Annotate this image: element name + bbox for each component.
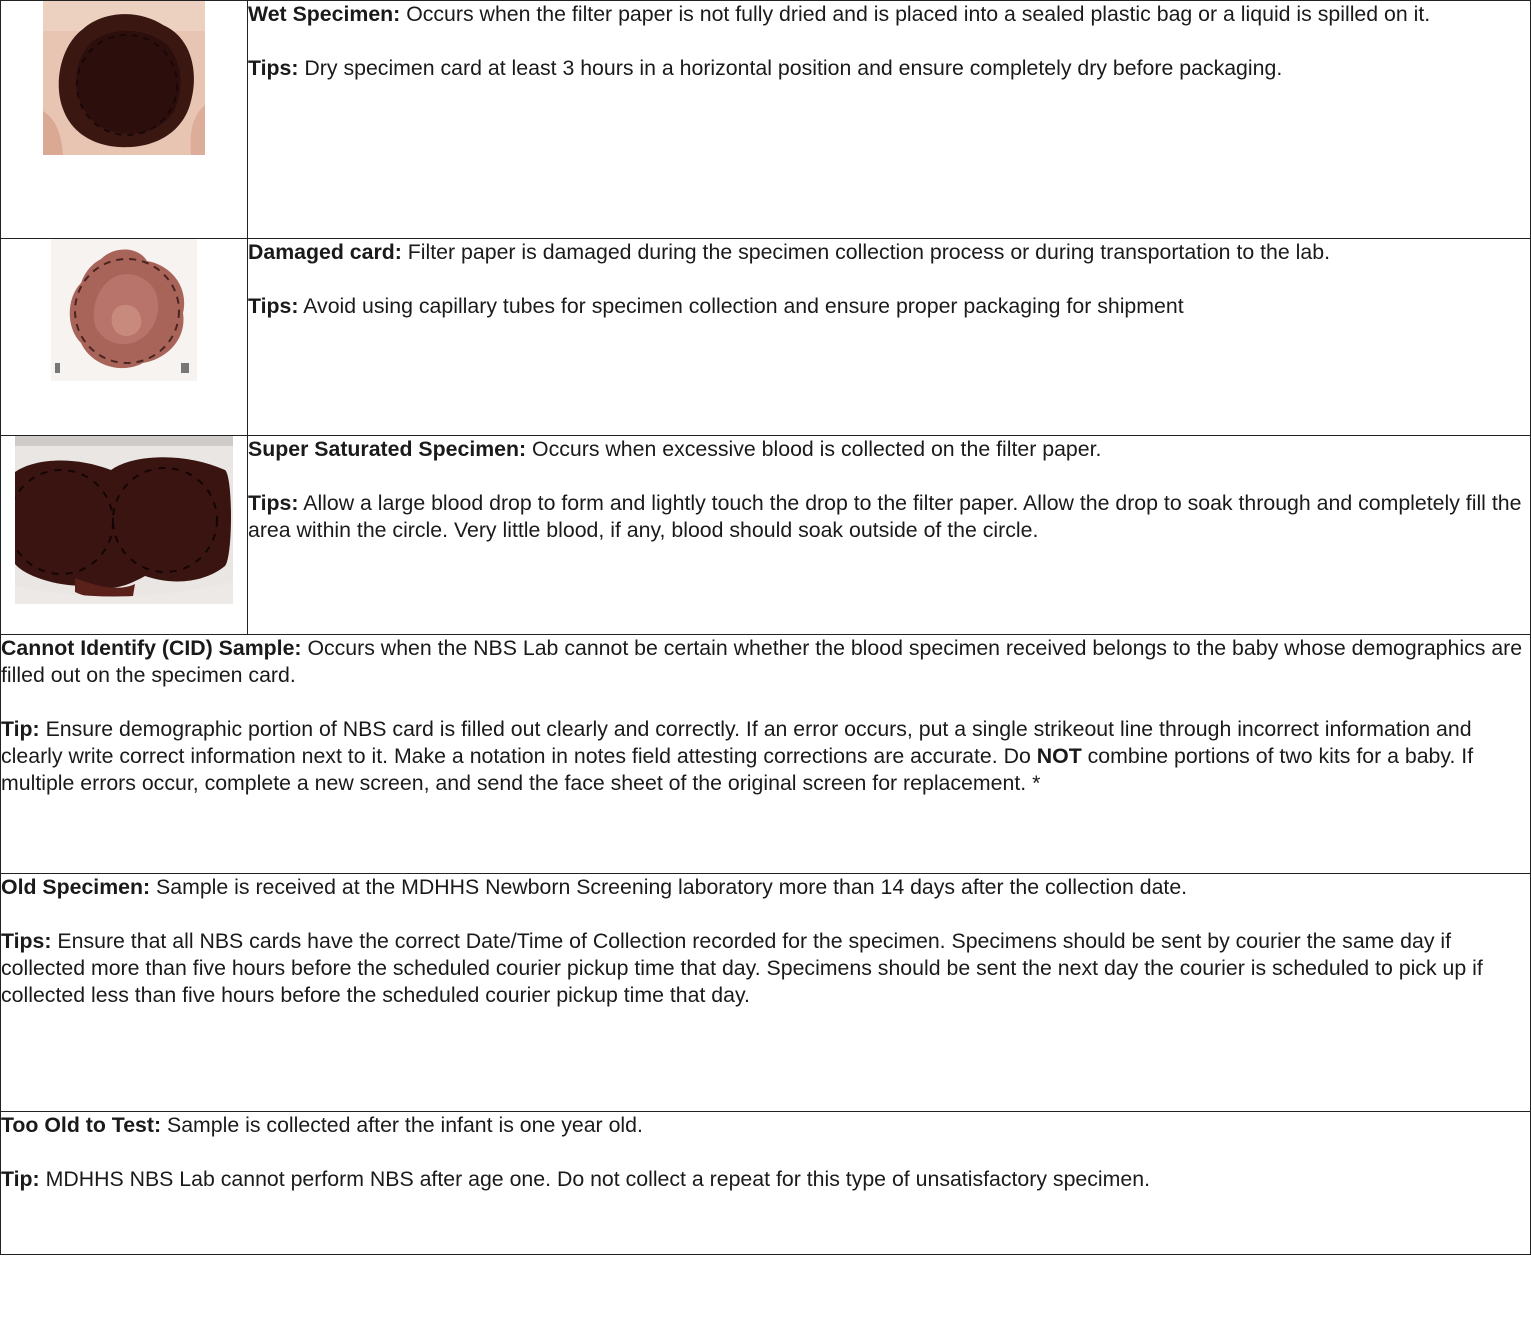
text-cell <box>248 436 1531 635</box>
table-row-damaged-card <box>1 239 1531 436</box>
description-paragraph <box>1 874 1530 901</box>
tip-emphasis-not: NOT <box>1036 744 1082 768</box>
row-title: Cannot Identify (CID) Sample: <box>1 636 302 660</box>
row-description: Occurs when the NBS Lab cannot be certain whether the blood specimen received belongs to the baby whose demographics are filled out on the specimen card. <box>1 636 1523 687</box>
description-paragraph <box>248 239 1530 266</box>
table-row-wet-specimen <box>1 1 1531 239</box>
description-paragraph <box>1 635 1530 689</box>
tip-text: Avoid using capillary tubes for specimen collection and ensure proper packaging for shipment <box>298 294 1184 318</box>
image-cell <box>1 1 248 239</box>
full-width-cell <box>1 874 1531 1112</box>
tip-text: Allow a large blood drop to form and lightly touch the drop to the filter paper. Allow the drop to soak through and completely fill the area within the circle. Very little blood, if any, blood should soak outside of the circle. <box>248 491 1522 542</box>
row-title: Wet Specimen: <box>248 2 401 26</box>
text-cell <box>248 239 1531 436</box>
row-description: Filter paper is damaged during the specimen collection process or during transportation to the lab. <box>401 240 1330 264</box>
tip-label: Tips: <box>1 929 52 953</box>
full-width-cell <box>1 1112 1531 1255</box>
row-title: Old Specimen: <box>1 875 151 899</box>
tip-paragraph <box>1 1166 1530 1193</box>
tip-label: Tip: <box>1 717 40 741</box>
wet-specimen-image <box>43 1 205 155</box>
tip-text-part-1: Ensure demographic portion of NBS card is filled out clearly and correctly. If an error occurs, put a single strikeout line through incorrect information and clearly write correct information next to it. Make a notation in notes field attesting corrections are accurate. Do <box>1 717 1472 768</box>
row-description: Occurs when excessive blood is collected on the filter paper. <box>526 437 1102 461</box>
tip-text: Ensure that all NBS cards have the correct Date/Time of Collection recorded for the specimen. Specimens should be sent by courier the same day if collected more than five hours before the scheduled courier pickup time that day. Specimens should be sent the next day the courier is scheduled to pick up if collected less than five hours before the scheduled courier pickup time that day. <box>1 929 1483 1007</box>
image-cell <box>1 436 248 635</box>
tip-label: Tips: <box>248 56 299 80</box>
table-row-cid-sample <box>1 635 1531 874</box>
tip-paragraph <box>1 716 1530 797</box>
super-saturated-image <box>15 436 233 604</box>
tip-label: Tips: <box>248 294 299 318</box>
description-paragraph <box>1 1112 1530 1139</box>
text-cell <box>248 1 1531 239</box>
tip-label: Tips: <box>248 491 299 515</box>
row-description: Sample is received at the MDHHS Newborn Screening laboratory more than 14 days after the collection date. <box>150 875 1188 899</box>
tip-paragraph <box>1 928 1530 1009</box>
row-description: Occurs when the filter paper is not fully dried and is placed into a sealed plastic bag or a liquid is spilled on it. <box>400 2 1431 26</box>
table-row-too-old-to-test <box>1 1112 1531 1255</box>
tip-label: Tip: <box>1 1167 40 1191</box>
image-cell <box>1 239 248 436</box>
tip-paragraph <box>248 490 1530 544</box>
row-description: Sample is collected after the infant is one year old. <box>161 1113 643 1137</box>
description-paragraph <box>248 1 1530 28</box>
table-row-super-saturated <box>1 436 1531 635</box>
table-row-old-specimen <box>1 874 1531 1112</box>
full-width-cell <box>1 635 1531 874</box>
tip-text: Dry specimen card at least 3 hours in a horizontal position and ensure completely dry before packaging. <box>298 56 1283 80</box>
row-title: Too Old to Test: <box>1 1113 162 1137</box>
tip-paragraph <box>248 55 1530 82</box>
tip-text: MDHHS NBS Lab cannot perform NBS after age one. Do not collect a repeat for this type of unsatisfactory specimen. <box>39 1167 1150 1191</box>
row-title: Super Saturated Specimen: <box>248 437 527 461</box>
tip-paragraph <box>248 293 1530 320</box>
damaged-card-image <box>51 239 197 381</box>
tip-text-part-2: combine portions of two kits for a baby. If multiple errors occur, complete a new screen, and send the face sheet of the original screen for replacement. * <box>1 744 1474 795</box>
description-paragraph <box>248 436 1530 463</box>
row-title: Damaged card: <box>248 240 402 264</box>
